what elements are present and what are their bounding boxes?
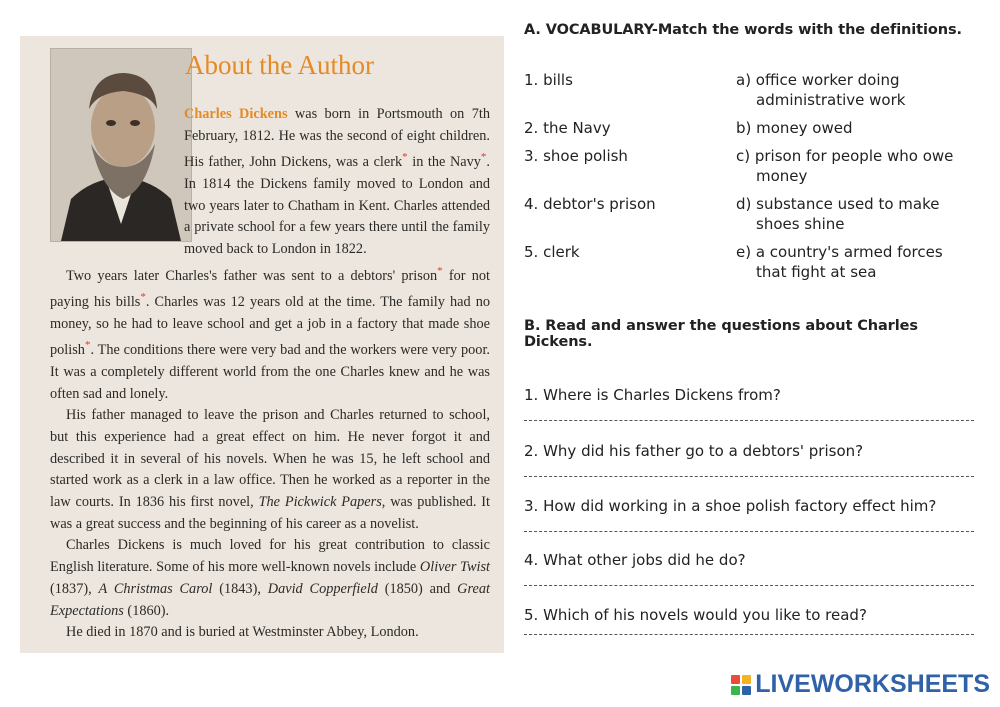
vocab-word[interactable]: 2. the Navy [524,119,611,137]
vocab-definition[interactable]: e) a country's armed forces that fight at sea [736,243,943,281]
logo-text: LIVEWORKSHEETS [755,670,990,698]
vocab-word[interactable]: 4. debtor's prison [524,195,656,213]
question-2: 2. Why did his father go to a debtors' prison? [524,442,864,460]
answer-field-1[interactable] [524,420,974,421]
question-4: 4. What other jobs did he do? [524,551,746,569]
vocab-word[interactable]: 3. shoe polish [524,147,628,165]
answer-field-2[interactable] [524,476,974,477]
vocab-word[interactable]: 1. bills [524,71,573,89]
book-page [20,36,504,653]
section-b-title: B. Read and answer the questions about Charles Dickens. [524,318,918,350]
question-1: 1. Where is Charles Dickens from? [524,386,781,404]
paragraph-4: Charles Dickens is much loved for his great contribution to classic English literature. Some of his more well-known novels include Oliver Twist (1837), A Christmas Carol (1843), David Copperfield (1850) and Great Expectations (1860). [50,537,490,619]
paragraph-1: Charles Dickens was born in Portsmouth on 7th February, 1812. He was the second of eight children. His father, John Dickens, was a clerk* in the Navy*. In 1814 the Dickens family moved to London and two years later to Chatham in Kent. Charles attended a private school for a few years there until the family moved back to London in 1822. [184,106,490,257]
question-3: 3. How did working in a shoe polish factory effect him? [524,497,937,515]
vocab-word[interactable]: 5. clerk [524,243,580,261]
author-name: Charles Dickens [184,106,288,122]
section-a-title: A. VOCABULARY-Match the words with the definitions. [524,22,962,38]
liveworksheets-logo [731,670,990,699]
answer-field-4[interactable] [524,585,974,586]
vocab-definition[interactable]: c) prison for people who owe money [736,147,954,185]
book-title: About the Author [185,50,374,80]
book-article [50,104,490,644]
paragraph-5: He died in 1870 and is buried at Westminster Abbey, London. [66,624,419,641]
logo-icon [731,675,751,695]
answer-field-3[interactable] [524,531,974,532]
vocab-definition[interactable]: a) office worker doing administrative work [736,71,906,109]
question-5: 5. Which of his novels would you like to read? [524,606,867,624]
paragraph-3: His father managed to leave the prison and Charles returned to school, but this experience had a great effect on him. He never forgot it and described it in several of his novels. When he was 15, he left school and started work as a clerk in a law office. Then he worked as a reporter in the law courts. In 1836 his first novel, The Pickwick Papers, was published. It was a great success and the beginning of his career as a novelist. [50,407,490,532]
paragraph-2: Two years later Charles's father was sent to a debtors' prison* for not paying his bills*. Charles was 12 years old at the time. The family had no money, so he had to leave school and get a job in a factory that made shoe polish*. The conditions there were very bad and the workers were very poor. It was a completely different world from the one Charles knew and he was often sad and lonely. [50,264,491,402]
answer-field-5[interactable] [524,634,974,635]
vocab-definition[interactable]: b) money owed [736,119,853,137]
vocab-definition[interactable]: d) substance used to make shoes shine [736,195,940,233]
